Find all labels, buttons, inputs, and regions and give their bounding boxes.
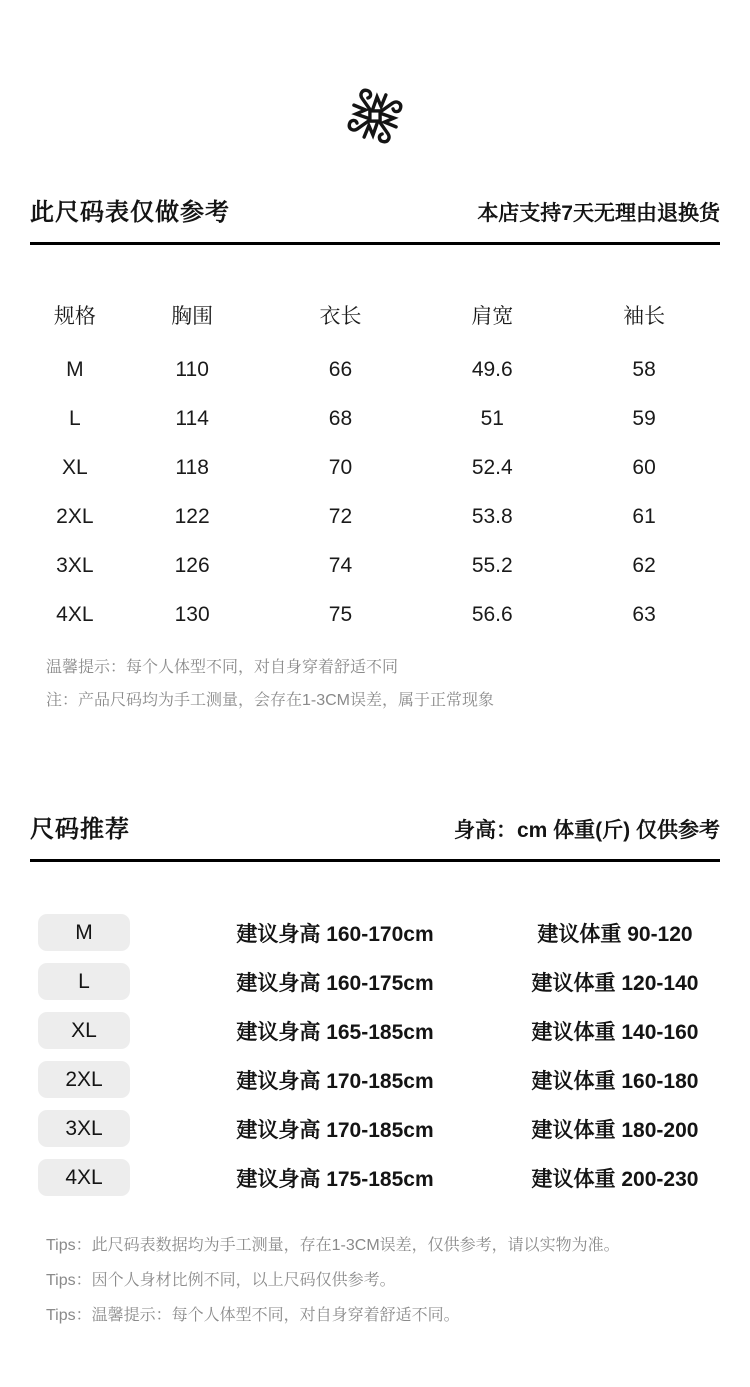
note-line: 注：产品尺码均为手工测量，会存在1-3CM误差，属于正常现象 [46,692,495,709]
cell-shoulder: 52.4 [471,455,513,479]
cell-size: 4XL [56,602,94,626]
bottom-tips [30,1228,720,1333]
col-header-sleeve: 袖长 [623,305,666,328]
measure-notes [30,651,720,717]
table-row [30,394,720,443]
height-suggestion: 建议身高 165-185cm [236,1020,434,1044]
recommend-list [30,908,720,1202]
cell-sleeve: 60 [632,455,656,479]
cell-size: XL [62,455,88,479]
height-suggestion: 建议身高 160-170cm [236,922,434,946]
cell-chest: 118 [175,455,209,479]
weight-suggestion: 建议体重 160-180 [531,1069,699,1093]
table-row [30,492,720,541]
tip-line: Tips：此尺码表数据均为手工测量，存在1-3CM误差，仅供参考，请以实物为准。 [46,1237,620,1254]
size-badge: 2XL [38,1061,130,1098]
weight-suggestion: 建议体重 180-200 [531,1118,699,1142]
cell-length: 66 [328,357,353,381]
cell-sleeve: 58 [632,357,656,381]
tip-line: Tips：因个人身材比例不同，以上尺码仅供参考。 [46,1272,396,1289]
cell-length: 68 [328,406,353,430]
section1-title: 此尺码表仅做参考 [30,199,230,226]
note-line: 温馨提示：每个人体型不同，对自身穿着舒适不同 [46,659,399,676]
table-row [30,590,720,639]
recommend-row [30,1153,720,1202]
cell-shoulder: 56.6 [471,602,513,626]
cell-size: M [66,357,84,381]
size-table-body [30,345,720,639]
section2-header [30,809,720,862]
cell-sleeve: 62 [632,553,656,577]
cell-shoulder: 53.8 [471,504,513,528]
cell-sleeve: 59 [632,406,656,430]
cell-shoulder: 55.2 [471,553,513,577]
col-header-spec: 规格 [53,305,96,328]
recommend-row [30,1055,720,1104]
ornament-knot-icon [341,82,409,150]
table-row [30,541,720,590]
col-header-length: 衣长 [319,305,362,328]
return-policy-note: 本店支持7天无理由退换货 [477,202,720,225]
recommend-row [30,908,720,957]
weight-suggestion: 建议体重 90-120 [537,922,693,946]
cell-chest: 130 [174,602,210,626]
recommend-row [30,1006,720,1055]
cell-shoulder: 49.6 [471,357,513,381]
cell-size: L [69,406,81,430]
size-measurements-table [30,299,720,639]
size-table-section [0,192,750,717]
weight-suggestion: 建议体重 140-160 [531,1020,699,1044]
recommend-row [30,1104,720,1153]
size-badge: 3XL [38,1110,130,1147]
col-header-chest: 胸围 [171,305,214,328]
cell-sleeve: 61 [632,504,656,528]
cell-length: 74 [328,553,353,577]
height-suggestion: 建议身高 160-175cm [236,971,434,995]
cell-shoulder: 51 [480,406,504,430]
section1-header [30,192,720,245]
height-suggestion: 建议身高 170-185cm [236,1118,434,1142]
recommend-row [30,957,720,1006]
cell-sleeve: 63 [632,602,656,626]
size-table-header [30,299,720,345]
cell-length: 72 [328,504,353,528]
section2-title: 尺码推荐 [30,816,130,843]
weight-suggestion: 建议体重 120-140 [531,971,699,995]
cell-chest: 126 [174,553,210,577]
cell-chest: 122 [174,504,210,528]
col-header-shoulder: 肩宽 [471,305,514,328]
cell-chest: 110 [175,357,209,381]
brand-logo [0,0,750,150]
weight-suggestion: 建议体重 200-230 [531,1167,699,1191]
size-badge: 4XL [38,1159,130,1196]
size-badge: M [38,914,130,951]
unit-note: 身高：cm 体重(斤) 仅供参考 [453,819,720,842]
table-row [30,345,720,394]
cell-size: 2XL [56,504,94,528]
table-header-row [30,299,720,345]
size-badge: XL [38,1012,130,1049]
table-row [30,443,720,492]
cell-chest: 114 [175,406,209,430]
height-suggestion: 建议身高 175-185cm [236,1167,434,1191]
size-recommend-section [0,809,750,1333]
cell-length: 70 [328,455,353,479]
cell-length: 75 [328,602,353,626]
tip-line: Tips：温馨提示：每个人体型不同，对自身穿着舒适不同。 [46,1307,460,1324]
size-badge: L [38,963,130,1000]
cell-size: 3XL [56,553,94,577]
height-suggestion: 建议身高 170-185cm [236,1069,434,1093]
